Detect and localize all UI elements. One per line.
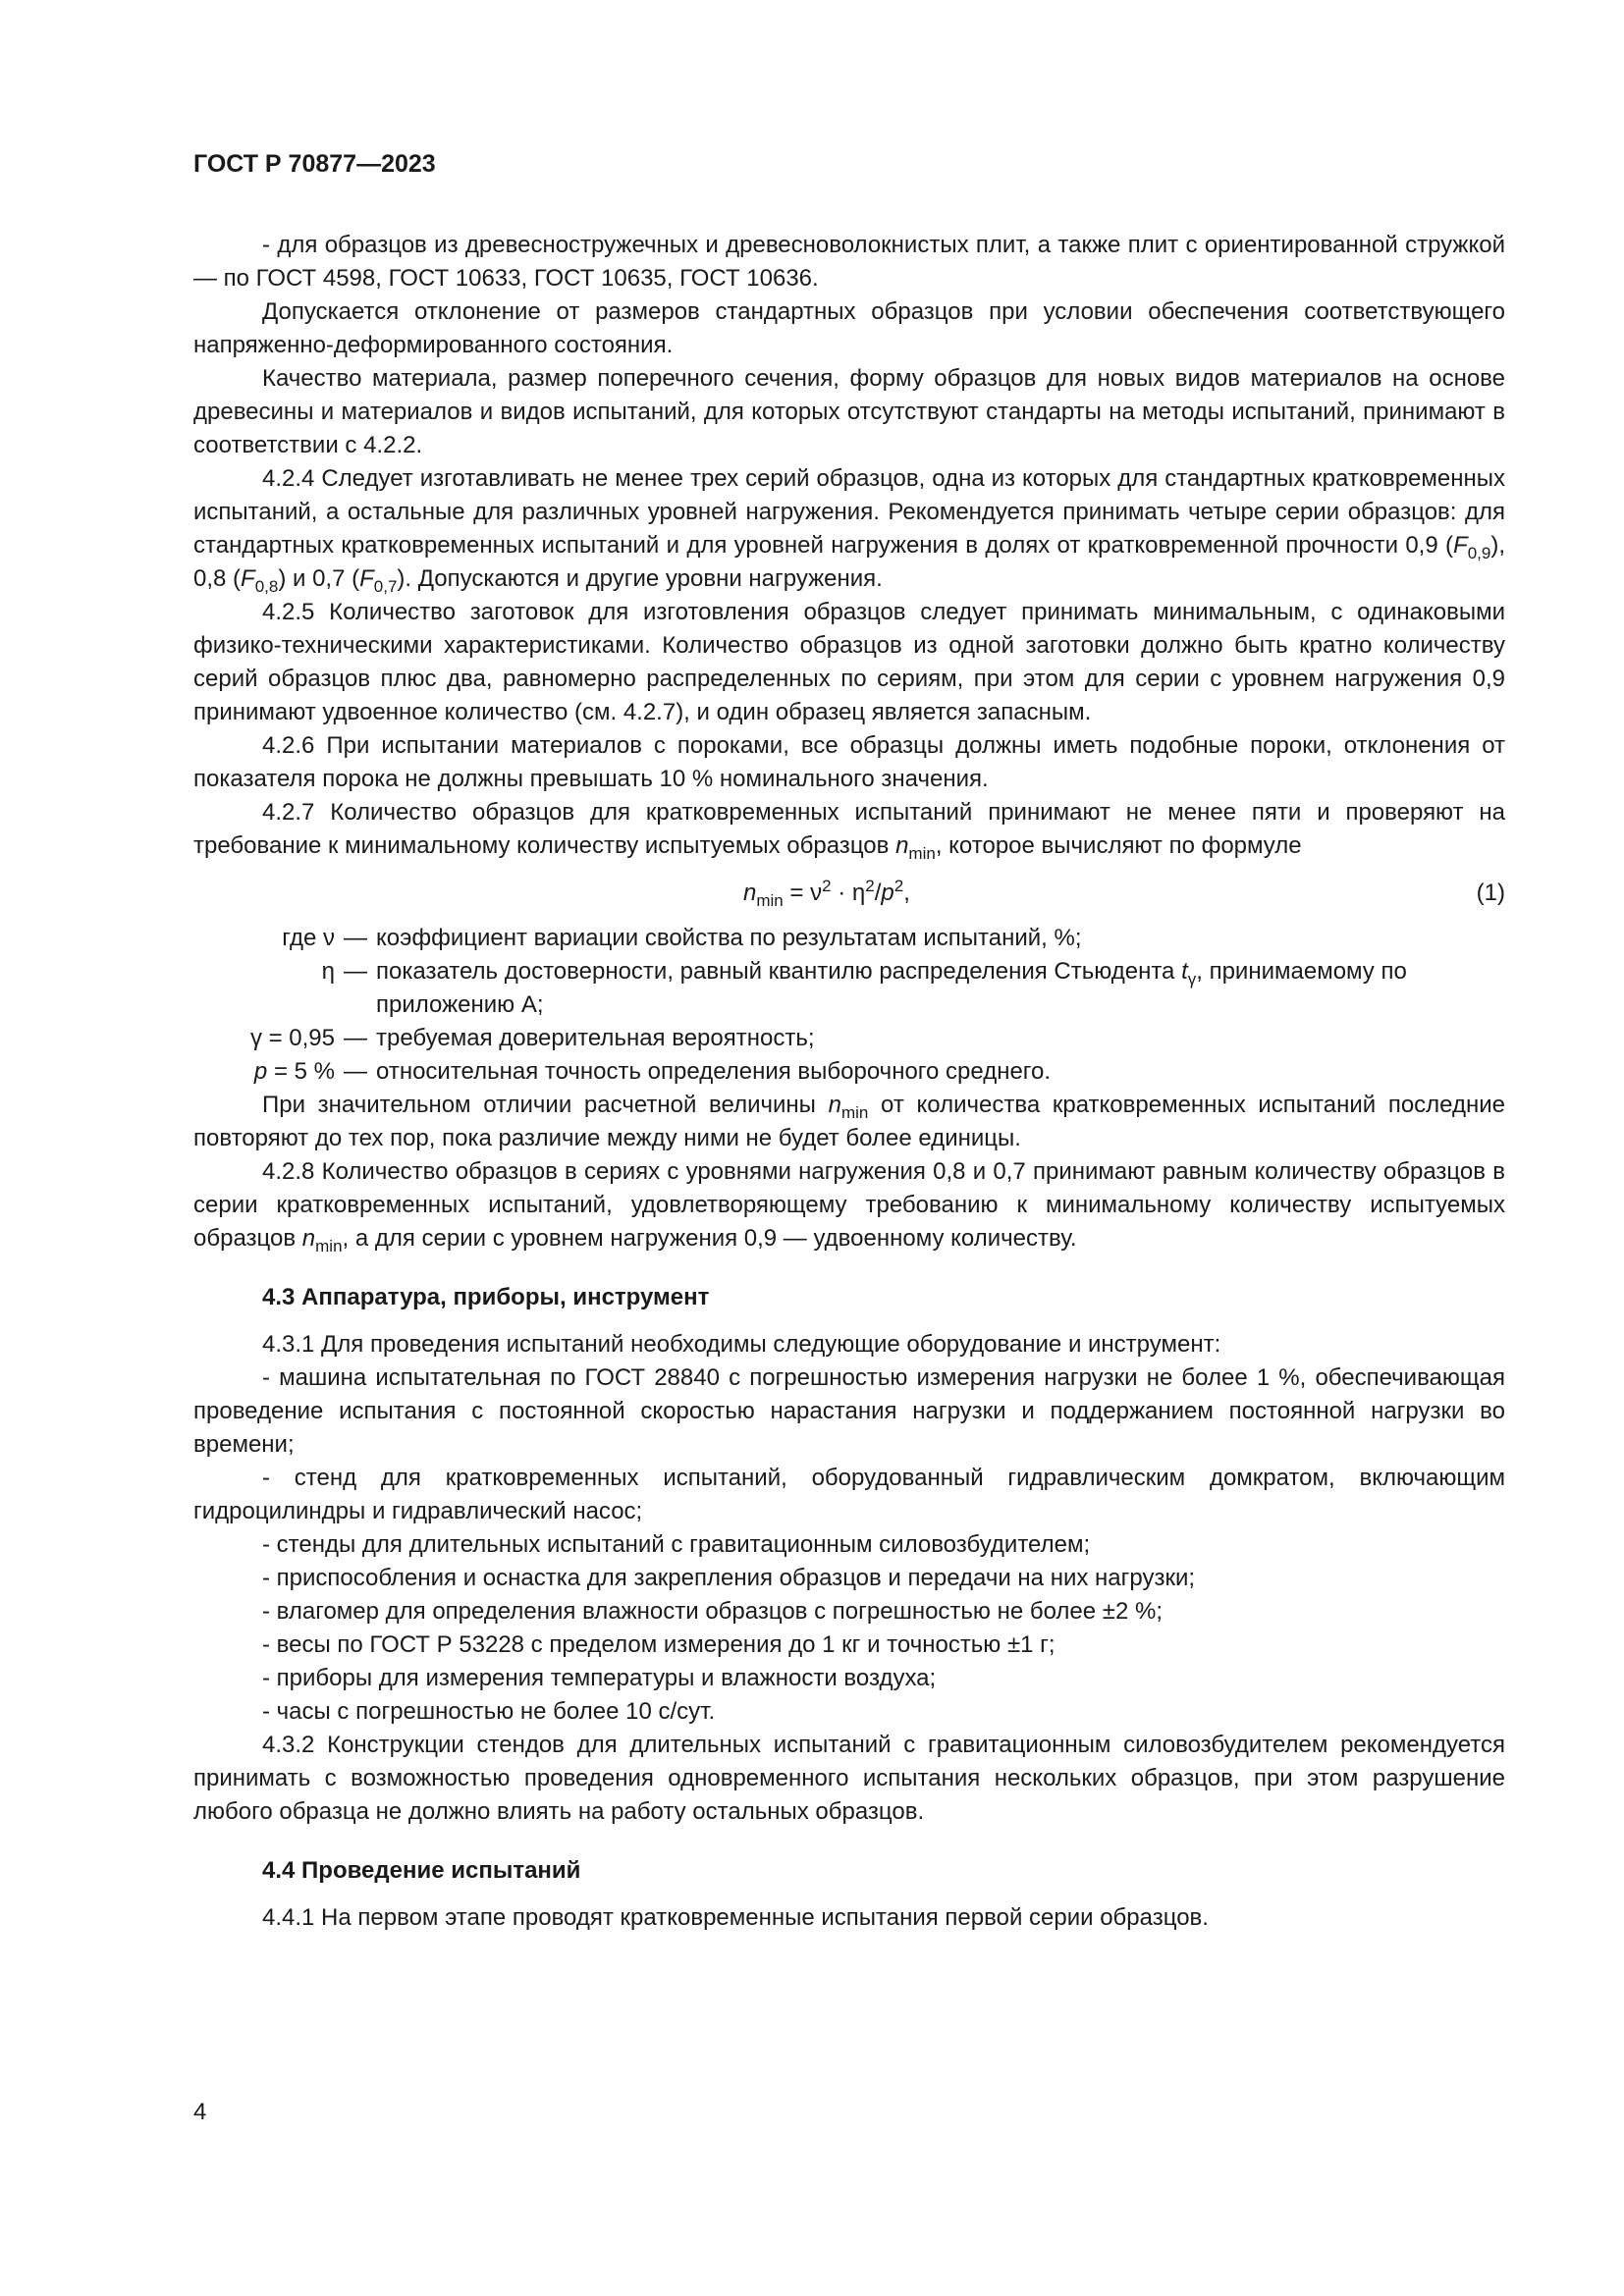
legend-row: η — показатель достоверности, равный квантилю распределения Стьюдента $t_\gamma$, принимаемому по приложению А; xyxy=(321,958,1407,1018)
paragraph: - для образцов из древесностружечных и древесноволокнистых плит, а также плит с ориентированной стружкой — по ГОСТ 4598, ГОСТ 10633, ГОСТ 10635, ГОСТ 10636. xyxy=(193,232,1505,292)
paragraph: Допускается отклонение от размеров стандартных образцов при условии обеспечения соответствующего напряженно-деформированного состояния. xyxy=(193,298,1505,358)
document-header: ГОСТ Р 70877—2023 xyxy=(193,150,436,178)
paragraph: При значительном отличии расчетной величины $n_{min}$ от количества кратковременных испытаний последние повторяют до тех пор, пока различие между ними не будет более единицы. xyxy=(193,1092,1506,1151)
legend-row: p = 5 % — относительная точность определения выборочного среднего. xyxy=(253,1058,1052,1085)
list-item: - приспособления и оснастка для закрепления образцов и передачи на них нагрузки; xyxy=(262,1565,1196,1591)
formula-number: (1) xyxy=(1476,880,1505,906)
clause-4-2-4: 4.2.4 Следует изготавливать не менее трех серий образцов, одна из которых для стандартных кратковременных испытаний, а остальные для различных уровней нагружения. Рекомендуется принимать четыре серии образцов: для стандартных кратковременных испытаний и для уровней нагружения в долях от кратковременной прочности 0,9 $(F_{0,9})$, 0,8 $(F_{0,8})$ и 0,7 $(F_{0,7})$. Допускаются и другие уровни нагружения. xyxy=(193,465,1505,596)
legend-row: где ν — коэффициент вариации свойства по результатам испытаний, %; xyxy=(282,925,1082,951)
clause-4-2-8: 4.2.8 Количество образцов в сериях с уровнями нагружения 0,8 и 0,7 принимают равным количеству образцов в серии кратковременных испытаний, удовлетворяющему требованию к минимальному количеству испытуемых образцов $n_{min}$, а для серии с уровнем нагружения 0,9 — удвоенному количеству. xyxy=(193,1158,1505,1255)
clause-4-3-1: 4.3.1 Для проведения испытаний необходимы следующие оборудование и инструмент: xyxy=(262,1331,1221,1358)
list-item: - приборы для измерения температуры и влажности воздуха; xyxy=(262,1665,937,1691)
formula-legend xyxy=(193,922,1505,1089)
clause-4-3-2: 4.3.2 Конструкции стендов для длительных испытаний с гравитационным силовозбудителем рекомендуется принимать с возможностью проведения одновременного испытания нескольких образцов, при этом разрушение любого образца не должно влиять на работу остальных образцов. xyxy=(193,1732,1505,1825)
list-item: - стенд для кратковременных испытаний, оборудованный гидравлическим домкратом, включающим гидроцилиндры и гидравлический насос; xyxy=(193,1465,1505,1524)
list-item: - влагомер для определения влажности образцов с погрешностью не более ±2 %; xyxy=(262,1598,1163,1625)
clause-4-2-5: 4.2.5 Количество заготовок для изготовления образцов следует принимать минимальным, с одинаковыми физико-техническими характеристиками. Количество образцов из одной заготовки должно быть кратно количеству серий образцов плюс два, равномерно распределенных по сериям, при этом для серии с уровнем нагружения 0,9 принимают удвоенное количество (см. 4.2.7), и один образец является запасным. xyxy=(193,599,1505,725)
list-item: - часы с погрешностью не более 10 с/сут. xyxy=(262,1698,716,1725)
document-body xyxy=(193,229,1505,1935)
section-heading-4-3: 4.3 Аппаратура, приборы, инструмент xyxy=(262,1284,710,1310)
clause-4-2-6: 4.2.6 При испытании материалов с пороками, все образцы должны иметь подобные пороки, отклонения от показателя порока не должны превышать 10 % номинального значения. xyxy=(193,732,1505,792)
clause-4-4-1: 4.4.1 На первом этапе проводят кратковременные испытания первой серии образцов. xyxy=(262,1904,1209,1931)
list-item: - весы по ГОСТ Р 53228 с пределом измерения до 1 кг и точностью ±1 г; xyxy=(262,1631,1056,1658)
legend-row: γ = 0,95 — требуемая доверительная вероятность; xyxy=(249,1025,815,1051)
page-number: 4 xyxy=(193,2099,207,2125)
formula-1 xyxy=(193,869,1505,916)
formula-expression: $n_{min} = \nu^2 \cdot \eta^2/p^2$, xyxy=(743,877,910,910)
list-item: - машина испытательная по ГОСТ 28840 с погрешностью измерения нагрузки не более 1 %, обеспечивающая проведение испытания с постоянной скоростью нарастания нагрузки и поддержанием постоянной нагрузки во времени; xyxy=(193,1364,1505,1458)
clause-4-2-7: 4.2.7 Количество образцов для кратковременных испытаний принимают не менее пяти и проверяют на требование к минимальному количеству испытуемых образцов $n_{min}$, которое вычисляют по формуле xyxy=(193,799,1505,863)
paragraph: Качество материала, размер поперечного сечения, форму образцов для новых видов материалов на основе древесины и материалов и видов испытаний, для которых отсутствуют стандарты на методы испытаний, принимают в соответствии с 4.2.2. xyxy=(193,365,1505,458)
section-heading-4-4: 4.4 Проведение испытаний xyxy=(262,1857,581,1884)
list-item: - стенды для длительных испытаний с гравитационным силовозбудителем; xyxy=(262,1531,1091,1558)
